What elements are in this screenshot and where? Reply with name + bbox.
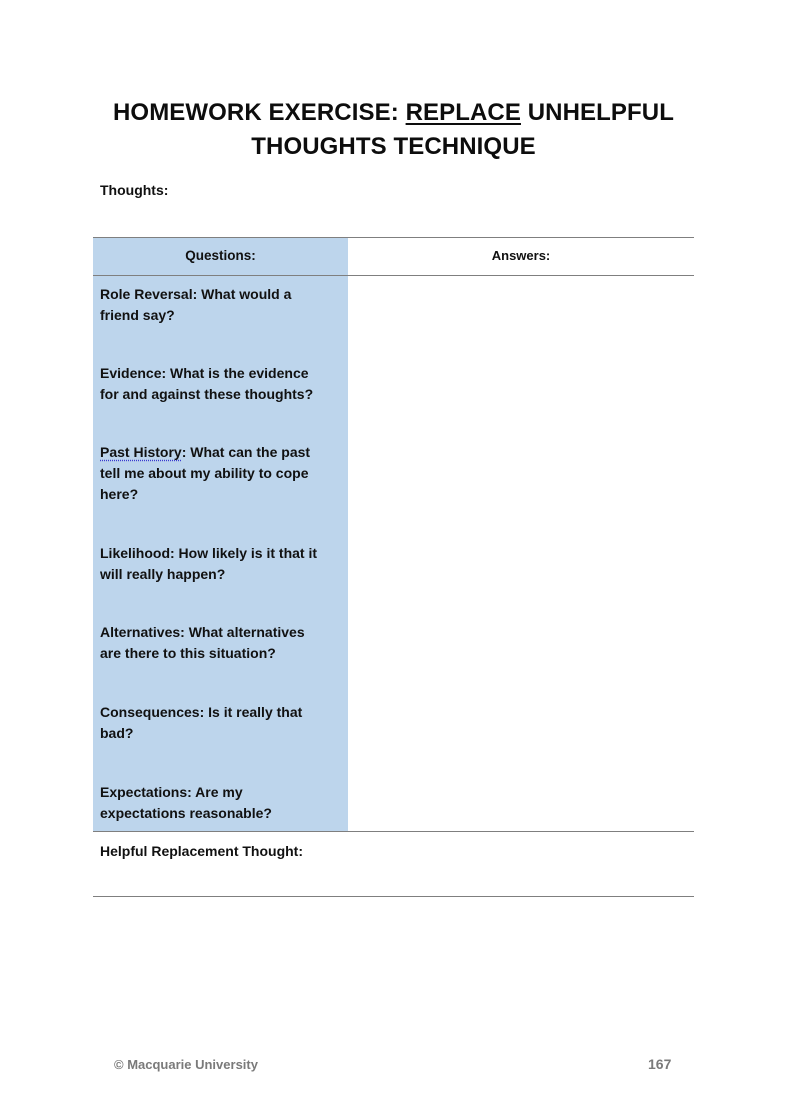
title-line-1 [93, 96, 694, 130]
question-text: for and against these thoughts? [100, 386, 314, 402]
title-underlined-word: REPLACE [405, 99, 521, 126]
question-text: friend say? [100, 307, 175, 323]
question-text: Alternatives: What alternatives [100, 624, 305, 640]
question-text: here? [100, 486, 139, 502]
title-line-2: THOUGHTS TECHNIQUE [251, 133, 536, 160]
question-text: tell me about my ability to cope [100, 465, 309, 481]
question-text: Consequences: Is it really that [100, 704, 303, 720]
question-alternatives [100, 622, 345, 664]
spellcheck-flagged-term: Past History [100, 444, 182, 460]
question-evidence [100, 363, 345, 405]
thoughts-label: Thoughts: [100, 182, 169, 198]
replacement-thought-label: Helpful Replacement Thought: [100, 843, 303, 859]
questions-header: Questions: [185, 248, 256, 263]
question-past-history [100, 442, 345, 505]
question-text [100, 442, 345, 463]
questions-answers-table [93, 237, 694, 832]
question-role-reversal [100, 284, 345, 326]
question-consequences [100, 702, 345, 744]
page-title [93, 96, 694, 164]
page-number: 167 [648, 1056, 672, 1072]
title-prefix: HOMEWORK EXERCISE: [113, 99, 406, 126]
question-text: will really happen? [100, 566, 226, 582]
replacement-thought-field[interactable] [93, 862, 694, 895]
question-likelihood [100, 543, 345, 585]
question-text: are there to this situation? [100, 645, 276, 661]
title-suffix: UNHELPFUL [520, 99, 674, 126]
question-expectations [100, 782, 345, 824]
question-text: Evidence: What is the evidence [100, 365, 309, 381]
question-text-rest: : What can the past [181, 444, 311, 460]
replacement-bottom-rule [93, 896, 694, 897]
question-text: Expectations: Are my [100, 784, 243, 800]
copyright-notice: © Macquarie University [114, 1057, 258, 1072]
table-top-rule [93, 237, 694, 238]
answers-header: Answers: [491, 248, 551, 263]
table-bottom-rule [93, 831, 694, 832]
question-text: bad? [100, 725, 134, 741]
question-text: Role Reversal: What would a [100, 286, 292, 302]
question-text: expectations reasonable? [100, 805, 272, 821]
question-text: Likelihood: How likely is it that it [100, 545, 318, 561]
answers-field[interactable] [348, 276, 694, 831]
